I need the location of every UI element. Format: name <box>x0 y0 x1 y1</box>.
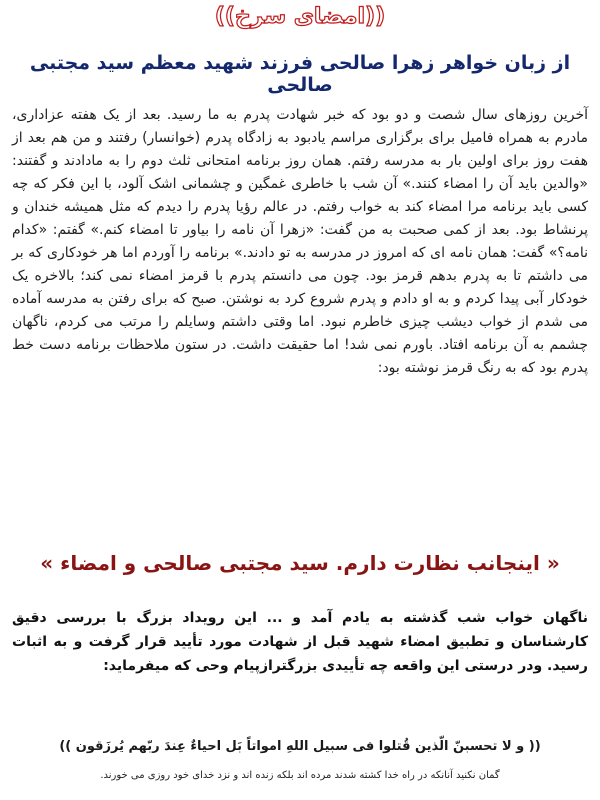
document-title: ((امضای سرخ)) <box>214 4 386 29</box>
story-paragraph: آخرین روزهای سال شصت و دو بود که خبر شهادت پدرم به ما رسید. بعد از یک هفته عزاداری، مادرم به همراه فامیل برای برگزاری مراسم یادبود به زادگاه پدرم (خوانسار) رفتند و من هم بعد از هفت روز برای اولین بار به مدرسه رفتم. همان روز برنامه امتحانی ثلث دوم را به مادادند و گفتند: «والدین باید آن را امضاء کنند.» آن شب با خاطری غمگین و چشمانی اشک آلود، با این فکر که چه کسی باید برنامه مرا امضاء کند به خواب رفتم. در عالم رؤیا پدرم را دیدم که مثل همیشه خندان و پرنشاط بود. بعد از کمی صحبت به من گفت: «زهرا آن نامه را بیاور تا امضاء کنم.» گفتم: «کدام نامه؟» گفت: همان نامه ای که امروز در مدرسه به تو دادند.» برنامه را آوردم اما هر خودکاری که بر می داشتم تا به پدرم بدهم قرمز بود. چون می دانستم پدرم با قرمز امضاء نمی کند؛ بالاخره یک خودکار آبی پیدا کردم و به او دادم و پدرم شروع کرد به نوشتن. صبح که برای رفتن به مدرسه آماده می شدم از خواب دیشب چیزی خاطرم نبود. اما وقتی داشتم وسایلم را مرتب می کردم، ناگهان چشمم به آن برنامه افتاد. باورم نمی شد! اما حقیقت داشت. در ستون ملاحظات برنامه دست خط پدرم بود که به رنگ قرمز نوشته بود: <box>12 107 588 376</box>
verse-translation: گمان نکنید آنانکه در راه خدا کشته شدند مرده اند بلکه زنده اند و نزد خدای خود روزی می خورند. <box>100 770 500 781</box>
signature-quote: « اینجانب نظارت دارم. سید مجتبی صالحی و امضاء » <box>40 551 560 575</box>
closing-paragraph: ناگهان خواب شب گذشته به یادم آمد و ... این رویداد بزرگ با بررسی دقیق کارشناسان و تطبیق امضاء شهید قبل از شهادت مورد تأیید قرار گرفت و به اثبات رسید. ودر درستی این واقعه چه تأییدی بزرگترازپیام وحی که میفرماید: <box>12 610 588 674</box>
document-subtitle: از زبان خواهر زهرا صالحی فرزند شهید معظم سید مجتبی صالحی <box>29 52 571 96</box>
quran-verse: (( و لا تحسبنّ الّذین قُتلوا فی سبیل اللهِ امواتاً بَل احیاءٌ عِندَ ربّهم یُرزَقون )) <box>59 739 541 754</box>
